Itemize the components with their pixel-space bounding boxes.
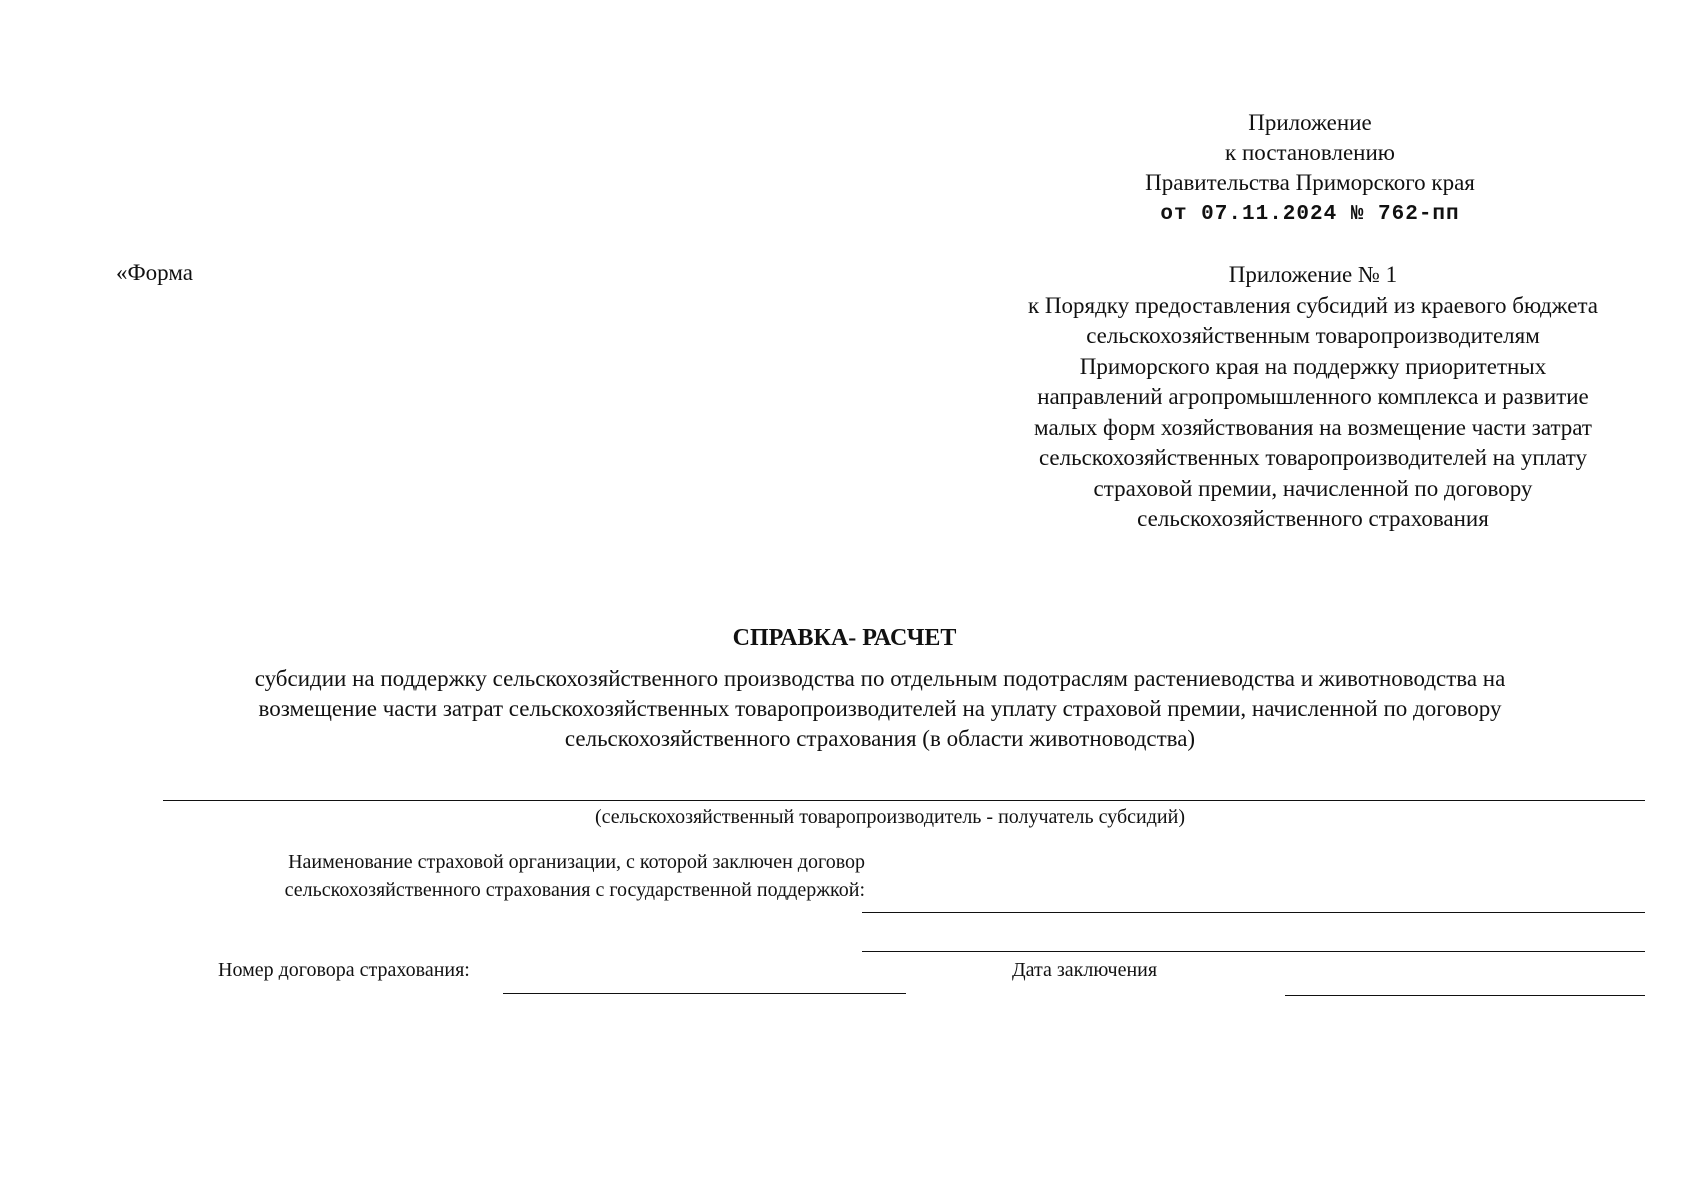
annex-line: малых форм хозяйствования на возмещение части затрат [1034, 414, 1592, 440]
stamp-line-government: Правительства Приморского края [1145, 170, 1475, 195]
contract-number-field-line[interactable] [503, 993, 906, 994]
insurer-field-line[interactable] [862, 912, 1645, 913]
annex-line: сельскохозяйственным товаропроизводителям [1086, 323, 1540, 348]
subtitle-line: возмещение части затрат сельскохозяйственных товаропроизводителей на уплату страховой премии, начисленной по договору [258, 696, 1502, 721]
document-title: СПРАВКА- РАСЧЕТ [732, 625, 957, 651]
annex-line: страховой премии, начисленной по договору [1093, 475, 1533, 501]
annex-line: к Порядку предоставления субсидий из краевого бюджета [1027, 292, 1599, 318]
insurer-field-line-2[interactable] [862, 951, 1645, 952]
contract-date-label: Дата заключения [1012, 959, 1158, 981]
annex-title: Приложение № 1 [1228, 262, 1398, 287]
annex-line: сельскохозяйственного страхования [1137, 506, 1489, 531]
stamp-line-appendix: Приложение [1248, 110, 1372, 135]
decree-stamp [1080, 108, 1540, 230]
form-marker: «Форма [116, 260, 193, 285]
subtitle-line: сельскохозяйственного страхования (в области животноводства) [564, 726, 1196, 751]
insurer-label-line: Наименование страховой организации, с которой заключен договор [288, 851, 865, 873]
document-subtitle [140, 664, 1620, 754]
subtitle-line: субсидии на поддержку сельскохозяйственного производства по отдельным подотраслям растениеводства и животноводства на [254, 666, 1506, 691]
contract-number-label: Номер договора страхования: [218, 959, 470, 981]
recipient-caption: (сельскохозяйственный товаропроизводитель - получатель субсидий) [595, 806, 1185, 828]
contract-date-field-line[interactable] [1285, 995, 1645, 996]
stamp-line-to-resolution: к постановлению [1225, 140, 1395, 165]
decree-number: от 07.11.2024 № 762-пп [1160, 203, 1460, 226]
recipient-field-line[interactable] [163, 800, 1645, 801]
annex-reference [968, 260, 1658, 535]
annex-line: Приморского края на поддержку приоритетных [1079, 353, 1547, 379]
annex-line: направлений агропромышленного комплекса и развитие [1037, 384, 1589, 409]
insurer-label [195, 848, 865, 904]
annex-line: сельскохозяйственных товаропроизводителей на уплату [1038, 445, 1588, 470]
insurer-label-line: сельскохозяйственного страхования с государственной поддержкой: [284, 879, 865, 901]
